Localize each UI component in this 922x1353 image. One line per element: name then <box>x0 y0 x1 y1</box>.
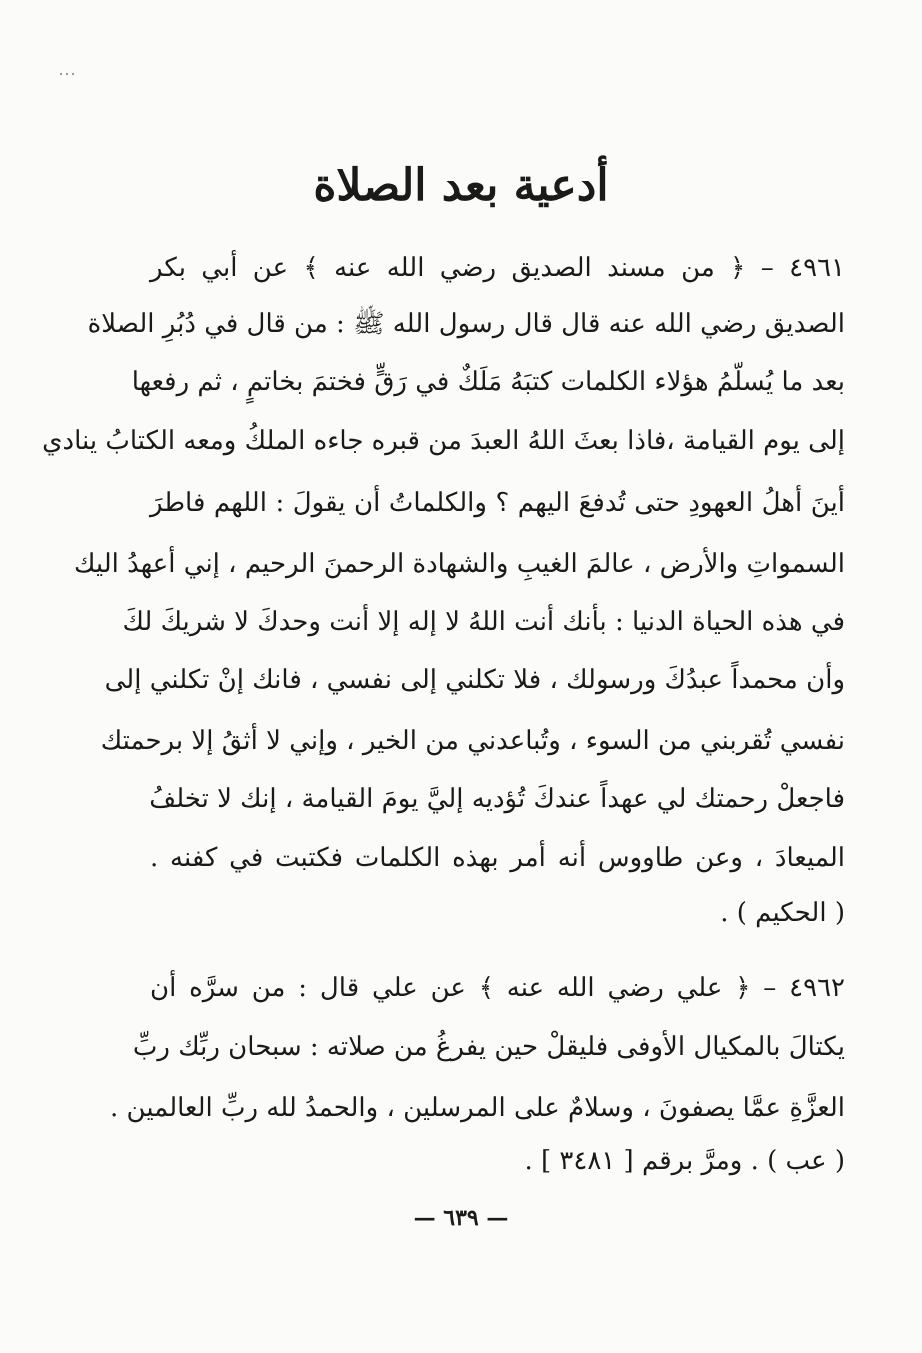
entry-4962-line-4: ( عب ) . ومرَّ برقم [ ٣٤٨١ ] . <box>524 1146 845 1176</box>
page-number: — ٦٣٩ — <box>413 1205 509 1231</box>
entry-4961-line-10: فاجعلْ رحمتك لي عهداً عندكَ تُؤديه إليَّ يومَ القيامة ، إنك لا تخلفُ <box>149 784 845 814</box>
entry-4961-line-5: أينَ أهلُ العهودِ حتى تُدفعَ اليهم ؟ والكلماتُ أن يقولَ : اللهم فاطرَ <box>150 488 845 518</box>
entry-4962-line-2: يكتالَ بالمكيال الأوفى فليقلْ حين يفرغُ من صلاته : سبحان ربِّك ربِّ <box>132 1032 845 1062</box>
entry-4961-line-12: ( الحكيم ) . <box>720 898 845 928</box>
entry-4961-line-2: الصديق رضي الله عنه قال قال رسول الله ﷺ : من قال في دُبُرِ الصلاة <box>87 309 845 339</box>
scan-specks <box>60 60 90 64</box>
entry-4961-line-7: في هذه الحياة الدنيا : بأنك أنت اللهُ لا إله إلا أنت وحدكَ لا شريكَ لكَ <box>122 607 845 637</box>
entry-4962-line-3: العزَّةِ عمَّا يصفونَ ، وسلامٌ على المرسلين ، والحمدُ لله ربِّ العالمين . <box>110 1093 845 1123</box>
entry-4961-line-1: ٤٩٦١ – ﴿ من مسند الصديق رضي الله عنه ﴾ عن أبي بكر <box>150 253 845 283</box>
entry-4961-line-8: وأن محمداً عبدُكَ ورسولك ، فلا تكلني إلى نفسي ، فانك إنْ تكلني إلى <box>104 665 845 695</box>
entry-4961-line-3: بعد ما يُسلّمُ هؤلاء الكلمات كتبَهُ مَلَكٌ في رَقٍّ فختمَ بخاتمٍ ، ثم رفعها <box>131 367 845 397</box>
entry-4961-line-6: السمواتِ والأرض ، عالمَ الغيبِ والشهادة الرحمنَ الرحيم ، إني أعهدُ اليك <box>73 549 845 579</box>
entry-4961-line-9: نفسي تُقربني من السوء ، وتُباعدني من الخير ، وإني لا أثقُ إلا برحمتك <box>100 726 845 756</box>
entry-4962-line-1: ٤٩٦٢ – ﴿ علي رضي الله عنه ﴾ عن علي قال : من سرَّه أن <box>150 973 845 1003</box>
entry-4961-line-11: الميعادَ ، وعن طاووس أنه أمر بهذه الكلمات فكتبت في كفنه . <box>150 843 845 873</box>
chapter-title: أدعية بعد الصلاة <box>313 160 609 211</box>
entry-4961-line-4: إلى يوم القيامة ،فاذا بعثَ اللهُ العبدَ من قبره جاءه الملكُ ومعه الكتابُ ينادي <box>42 426 845 456</box>
